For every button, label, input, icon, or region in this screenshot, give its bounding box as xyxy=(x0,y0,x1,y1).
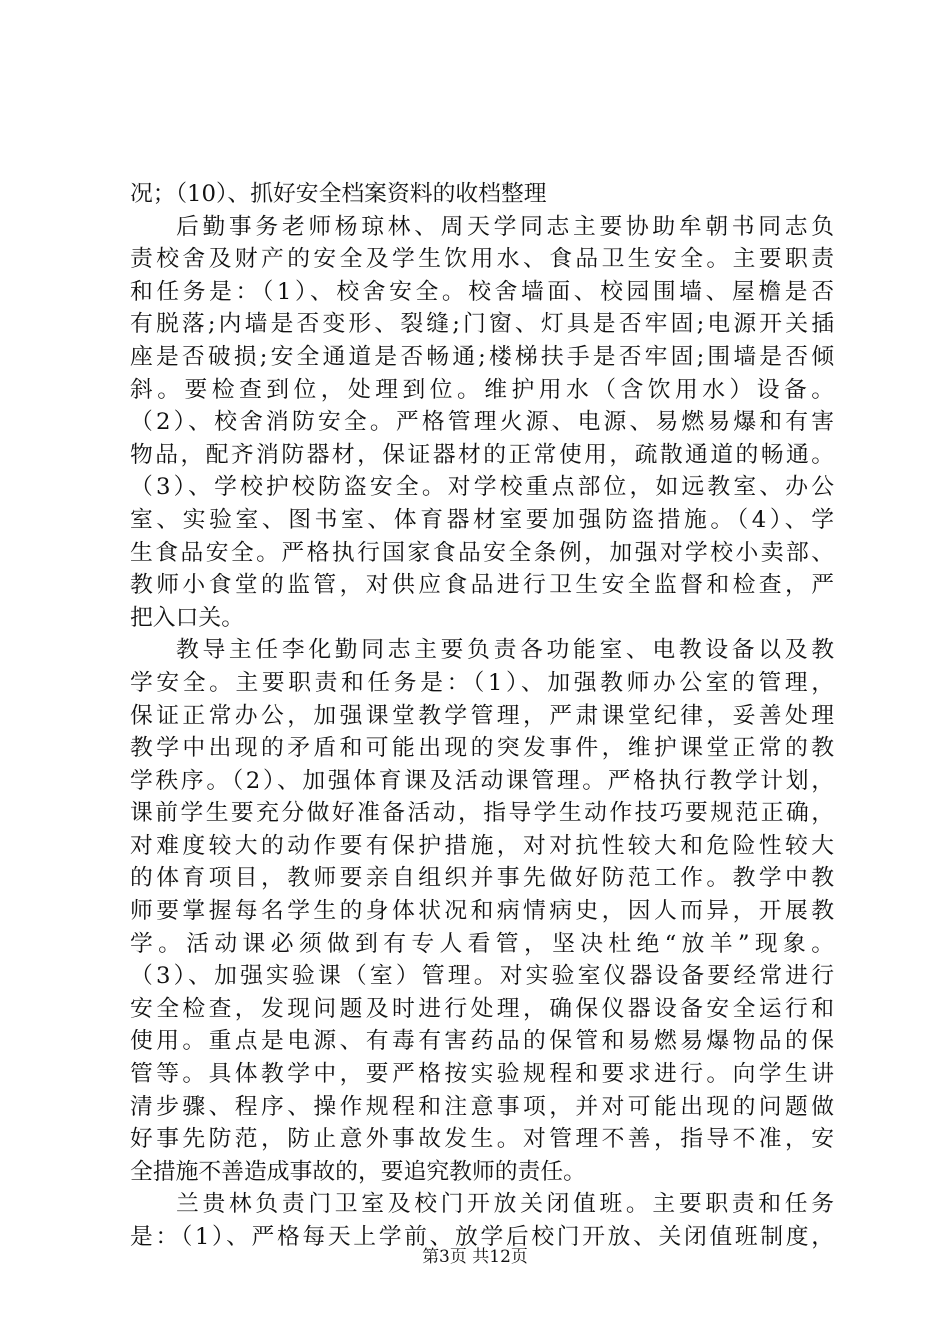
text-line: 学秩序。（2）、加强体育课及活动课管理。严格执行教学计划， xyxy=(130,767,834,794)
text-line: 况；（10）、抓好安全档案资料的收档整理 xyxy=(130,181,547,207)
text-line: 使用。重点是电源、有毒有害药品的保管和易燃易爆物品的保 xyxy=(130,1028,834,1055)
text-line: 座是否破损;安全通道是否畅通;楼梯扶手是否牢固;围墙是否倾 xyxy=(130,343,834,370)
text-line: 师要掌握每名学生的身体状况和病情病史，因人而异，开展教 xyxy=(130,898,834,925)
paragraph-start-line: 后勤事务老师杨琼林、周天学同志主要协助牟朝书同志负 xyxy=(176,213,834,240)
paragraph-start-line: 教导主任李化勤同志主要负责各功能室、电教设备以及教 xyxy=(176,637,834,664)
text-line: （3）、加强实验课（室）管理。对实验室仪器设备要经常进行 xyxy=(130,963,834,990)
text-line: 和任务是：（1）、校舍安全。校舍墙面、校园围墙、屋檐是否 xyxy=(130,278,834,305)
text-line: （2）、校舍消防安全。严格管理火源、电源、易燃易爆和有害 xyxy=(130,409,834,436)
text-line: 生食品安全。严格执行国家食品安全条例，加强对学校小卖部、 xyxy=(130,539,834,566)
text-line: 保证正常办公，加强课堂教学管理，严肃课堂纪律，妥善处理 xyxy=(130,702,834,729)
text-line: 室、实验室、图书室、体育器材室要加强防盗措施。（4）、学 xyxy=(130,506,834,533)
text-line: 斜。要检查到位，处理到位。维护用水（含饮用水）设备。 xyxy=(130,376,834,403)
paragraph-start-line: 兰贵林负责门卫室及校门开放关闭值班。主要职责和任务 xyxy=(176,1191,834,1218)
text-line: 好事先防范，防止意外事故发生。对管理不善，指导不准，安 xyxy=(130,1126,834,1153)
document-body xyxy=(130,178,834,1254)
text-line: 全措施不善造成事故的，要追究教师的责任。 xyxy=(130,1158,586,1185)
text-line: 有脱落;内墙是否变形、裂缝;门窗、灯具是否牢固;电源开关插 xyxy=(130,311,834,338)
text-line: 清步骤、程序、操作规程和注意事项，并对可能出现的问题做 xyxy=(130,1093,834,1120)
text-line: 安全检查，发现问题及时进行处理，确保仪器设备安全运行和 xyxy=(130,995,834,1022)
text-line: 责校舍及财产的安全及学生饮用水、食品卫生安全。主要职责 xyxy=(130,246,834,273)
page-number-footer: 第3页 共12页 xyxy=(422,1247,528,1267)
text-line: 对难度较大的动作要有保护措施，对对抗性较大和危险性较大 xyxy=(130,832,834,859)
text-line: 教学中出现的矛盾和可能出现的突发事件，维护课堂正常的教 xyxy=(130,735,834,762)
text-line: 学安全。主要职责和任务是：（1）、加强教师办公室的管理， xyxy=(130,669,834,696)
text-line: 课前学生要充分做好准备活动，指导学生动作技巧要规范正确， xyxy=(130,800,834,827)
text-line: 的体育项目，教师要亲自组织并事先做好防范工作。教学中教 xyxy=(130,865,834,892)
text-line: 把入口关。 xyxy=(130,604,244,631)
text-line: 是：（1）、严格每天上学前、放学后校门开放、关闭值班制度， xyxy=(130,1224,834,1250)
text-line: 教师小食堂的监管，对供应食品进行卫生安全监督和检查，严 xyxy=(130,572,834,599)
text-line: （3）、学校护校防盗安全。对学校重点部位，如远教室、办公 xyxy=(130,474,834,501)
text-line: 物品，配齐消防器材，保证器材的正常使用，疏散通道的畅通。 xyxy=(130,441,834,468)
text-line: 管等。具体教学中，要严格按实验规程和要求进行。向学生讲 xyxy=(130,1061,834,1088)
text-line: 学。活动课必须做到有专人看管，坚决杜绝“放羊”现象。 xyxy=(130,930,834,957)
